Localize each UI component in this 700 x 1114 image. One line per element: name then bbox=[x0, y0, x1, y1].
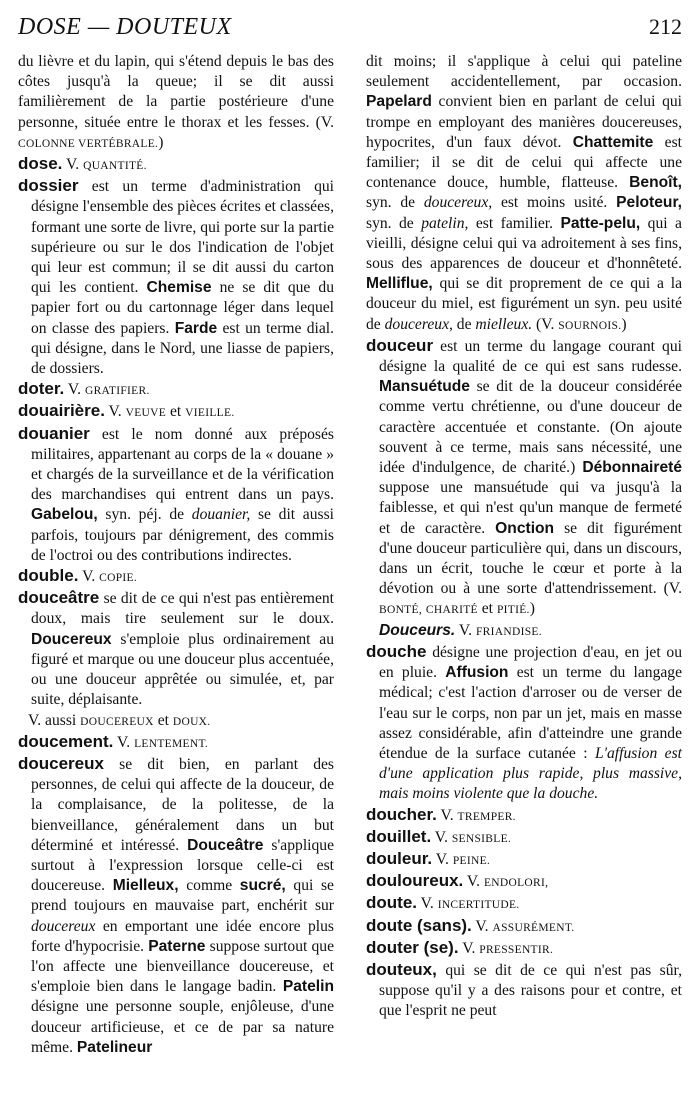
entry-douteux: douteux, qui se dit de ce qui n'est pas sûr, suppose qu'il y a des raisons pour et contre, et que l'esprit ne peut bbox=[366, 959, 682, 1020]
entry-doucereux: doucereux se dit bien, en parlant des personnes, de celui qui affecte de la douceur, de la complaisance, de la politesse, de la bienveillance, généralement dans un but déterminé et intéressé. Douceâtre s'applique surtout à l'expression lorsque celle-ci est doucereuse. Mielleux, comme sucré, qui se prend toujours en mauvaise part, enchérit sur doucereux en emportant une idée encore plus forte d'hypocrisie. Paterne suppose surtout que l'on affecte une bienveillance doucereuse, et s'emploie bien dans le langage badin. Patelin désigne une personne souple, enjôleuse, d'une douceur artificieuse, et ce de par sa nature même. Patelineur bbox=[18, 753, 335, 1056]
cross-reference: SOURNOIS. bbox=[558, 319, 622, 332]
headword: doucement. bbox=[18, 731, 114, 751]
synonym: Paterne bbox=[148, 937, 206, 955]
synonym: Onction bbox=[495, 519, 555, 537]
cross-reference: LENTEMENT. bbox=[134, 737, 209, 750]
cross-reference: ASSURÉMENT. bbox=[492, 921, 575, 934]
synonym: Douceâtre bbox=[187, 836, 264, 854]
continued-entry: dit moins; il s'applique à celui qui pateline seulement accidentellement, par occasion. Papelard convient bien en parlant de celui qui trompe en employant des manières doucereuses, hypocrites, d'un faux dévot. Chattemite est familier; il se dit de celui qui affecte une contenance douce, humble, flatteuse. Benoît, syn. de doucereux, est moins usité. Peloteur, syn. de patelin, est familier. Patte-pelu, qui a vieilli, désigne celui qui va adroitement à ses fins, sous des apparences de douceur et d'honnêteté. Melliflue, qui se dit proprement de ce qui a la douceur du miel, est figurément un syn. peu usité de doucereux, de mielleux. (V. SOURNOIS.) bbox=[366, 53, 682, 333]
synonym: Chemise bbox=[146, 279, 212, 297]
headword: douter (se). bbox=[366, 937, 459, 957]
synonym: Papelard bbox=[366, 93, 432, 111]
running-title: DOSE — DOUTEUX bbox=[18, 14, 232, 40]
cross-reference: COLONNE VERTÉBRALE. bbox=[18, 137, 159, 150]
cross-reference: ENDOLORI, bbox=[483, 877, 549, 890]
headword: douche bbox=[366, 641, 427, 661]
page-number: 212 bbox=[649, 14, 682, 39]
synonym: Benoît, bbox=[629, 174, 682, 192]
headword: doucereux bbox=[18, 753, 104, 773]
synonym: Patelineur bbox=[76, 1038, 153, 1056]
cross-reference: QUANTITÉ. bbox=[83, 160, 147, 173]
synonym: Mielleux, bbox=[112, 877, 179, 895]
entry-doute: doute. V. INCERTITUDE. bbox=[366, 893, 520, 913]
headword: doucher. bbox=[366, 804, 437, 824]
entry-douloureux: douloureux. V. ENDOLORI, bbox=[366, 871, 549, 891]
cross-reference: PRESSENTIR. bbox=[479, 943, 554, 956]
entry-douter-se: douter (se). V. PRESSENTIR. bbox=[366, 937, 554, 957]
cross-reference: INCERTITUDE. bbox=[437, 899, 520, 912]
headword: douloureux. bbox=[366, 871, 464, 891]
headword: doute. bbox=[366, 893, 417, 913]
subentry-douceurs: Douceurs. V. FRIANDISE. bbox=[379, 621, 542, 639]
synonym: Affusion bbox=[445, 664, 509, 682]
headword: douairière. bbox=[18, 401, 105, 421]
cross-reference: VIEILLE. bbox=[185, 407, 235, 420]
headword: Douceurs. bbox=[379, 621, 456, 639]
cross-reference: SENSIBLE. bbox=[451, 832, 512, 845]
synonym: Peloteur, bbox=[616, 194, 682, 212]
cross-reference: GRATIFIER. bbox=[84, 385, 150, 398]
cross-reference: COPIE. bbox=[99, 572, 138, 585]
synonym: Mansuétude bbox=[379, 378, 470, 396]
entry-douceatre: douceâtre se dit de ce qui n'est pas entièrement doux, mais tire seulement sur le doux. Doucereux s'emploie plus ordinairement au figuré et marque ou une douceur plus accentuée, ou une douceur apprêtée ou simulée, et, par suite, déplaisante. bbox=[18, 588, 334, 709]
headword: douleur. bbox=[366, 848, 433, 868]
cross-reference: PEINE. bbox=[452, 854, 491, 867]
cross-reference: PITIÉ. bbox=[496, 604, 530, 617]
headword: double. bbox=[18, 566, 79, 586]
headword: douteux, bbox=[366, 959, 437, 979]
entry-dossier: dossier est un terme d'administration qui désigne l'ensemble des pièces écrites et classées, formant une sorte de livre, qui porte sur la partie supérieure ou sur le dos l'indication de l'objet qui leur est commun; il se dit aussi du carton qui les contient. Chemise ne se dit que du papier fort ou du cartonnage léger dans lequel on classe des papiers. Farde est un terme dial. qui désigne, dans le Nord, une liasse de papiers, de dossiers. bbox=[18, 176, 335, 378]
entry-dose: dose. V. QUANTITÉ. bbox=[18, 154, 147, 174]
entry-douceur: douceur est un terme du langage courant qui désigne la qualité de ce qui est sans rudesse. Mansuétude se dit de la douceur considérée comme vertu chrétienne, ou d'une douceur de caractère accentuée et constante. (On ajoute souvent à ce terme, mais sans nécessité, une idée d'indulgence, de charité.) Débonnaireté suppose une mansuétude qui va jusqu'à la faiblesse, et qui n'est qu'un manque de fermeté et de caractère. Onction se dit figurément d'une douceur particulière qui, dans un discours, dans un écrit, touche le cœur et porte à la dévotion ou à une sorte d'attendrissement. (V. BONTÉ, CHARITÉ et PITIÉ.) bbox=[366, 335, 682, 618]
entry-double: double. V. COPIE. bbox=[18, 566, 138, 586]
entry-douanier: douanier est le nom donné aux préposés militaires, appartenant au corps de la « douane » et chargés de la surveillance et de la vérification des marchandises qui entrent dans un pays. Gabelou, syn. péj. de douanier, se dit aussi parfois, toujours par dénigrement, des commis de l'octroi ou des contributions indirectes. bbox=[18, 423, 334, 564]
synonym: sucré, bbox=[239, 877, 286, 895]
headword: dossier bbox=[18, 176, 79, 196]
synonym: Gabelou, bbox=[31, 506, 98, 524]
right-column bbox=[366, 52, 682, 1022]
entry-douleur: douleur. V. PEINE. bbox=[366, 848, 491, 868]
cross-reference: FRIANDISE. bbox=[475, 625, 542, 638]
page-header bbox=[18, 8, 682, 48]
headword: douanier bbox=[18, 423, 90, 443]
see-also: V. aussi DOUCEREUX et DOUX. bbox=[28, 711, 211, 729]
synonym: Patte-pelu, bbox=[560, 214, 641, 232]
cross-reference: DOUCEREUX bbox=[80, 715, 154, 728]
entry-doucement: doucement. V. LENTEMENT. bbox=[18, 731, 209, 751]
synonym: Melliflue, bbox=[366, 275, 433, 293]
cross-reference: BONTÉ, bbox=[379, 604, 423, 617]
cross-reference: DOUX. bbox=[172, 715, 211, 728]
entry-douillet: douillet. V. SENSIBLE. bbox=[366, 826, 512, 846]
synonym: Farde bbox=[174, 319, 218, 337]
headword: doute (sans). bbox=[366, 915, 472, 935]
headword: douillet. bbox=[366, 826, 432, 846]
synonym: Patelin bbox=[282, 978, 334, 996]
synonym: Chattemite bbox=[572, 133, 654, 151]
entry-douche: douche désigne une projection d'eau, en jet ou en pluie. Affusion est un terme du langage médical; c'est l'action d'arroser ou de verser de l'eau sur le corps, non par un jet, mais en masse assez considérable, afin d'atteindre une grande étendue de la surface cutanée : L'affusion est d'une application plus rapide, plus massive, mais moins violente que la douche. bbox=[366, 641, 683, 803]
continued-entry: du lièvre et du lapin, qui s'étend depuis le bas des côtes jusqu'à la queue; il se dit aussi familièrement de la partie postérieure d'une personne, située entre le thorax et les fesses. (V. COLONNE VERTÉBRALE.) bbox=[18, 53, 334, 151]
entry-doute-sans: doute (sans). V. ASSURÉMENT. bbox=[366, 915, 575, 935]
headword: douceâtre bbox=[18, 588, 100, 608]
headword: doter. bbox=[18, 379, 65, 399]
example-sentence: L'affusion est d'une application plus rapide, plus massive, mais moins violente que la douche. bbox=[379, 744, 682, 803]
headword: douceur bbox=[366, 335, 434, 355]
cross-reference: TREMPER. bbox=[457, 810, 516, 823]
cross-reference: CHARITÉ bbox=[425, 604, 478, 617]
entry-douairiere: douairière. V. VEUVE et VIEILLE. bbox=[18, 401, 235, 421]
synonym: Doucereux bbox=[31, 630, 112, 648]
cross-reference: VEUVE bbox=[125, 407, 167, 420]
synonym: Débonnaireté bbox=[582, 459, 682, 477]
left-column bbox=[18, 52, 334, 1058]
headword: dose. bbox=[18, 154, 63, 174]
entry-doter: doter. V. GRATIFIER. bbox=[18, 379, 150, 399]
entry-doucher: doucher. V. TREMPER. bbox=[366, 804, 516, 824]
